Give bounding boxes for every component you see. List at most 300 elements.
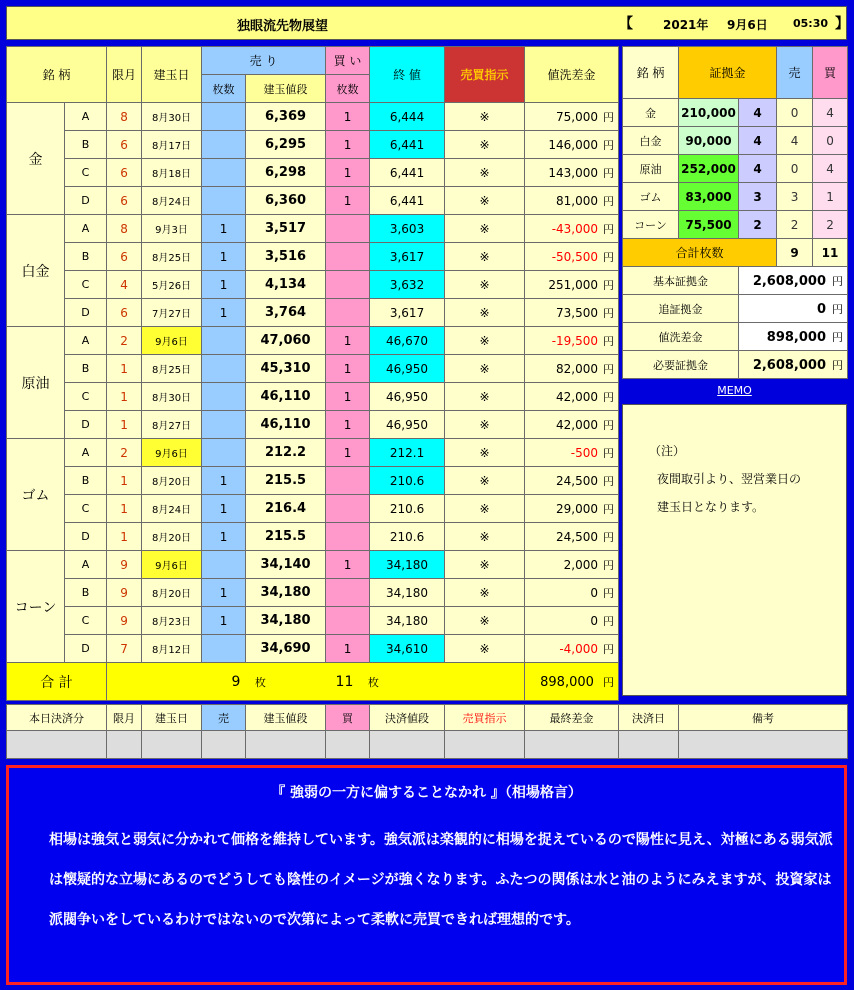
buy-count: 1 xyxy=(326,131,370,159)
today-settlement-table xyxy=(6,704,848,759)
entry-price: 6,295 xyxy=(246,131,326,159)
margin-commodity: コーン xyxy=(623,211,679,239)
entry-date: 8月30日 xyxy=(142,103,202,131)
summary-value: 2,608,000 xyxy=(752,273,827,289)
margin-buy: 4 xyxy=(813,155,848,183)
margin-buy: 2 xyxy=(813,211,848,239)
total-row xyxy=(7,663,619,701)
contract-month: 6 xyxy=(107,131,142,159)
margin-sell: 0 xyxy=(777,155,813,183)
diff-unit: 円 xyxy=(603,390,615,404)
entry-date: 8月27日 xyxy=(142,411,202,439)
summary-label: 追証拠金 xyxy=(623,295,739,323)
position-row xyxy=(7,411,619,439)
closing-price: 46,670 xyxy=(370,327,445,355)
trade-instruction: ※ xyxy=(445,439,525,467)
mark-to-market-diff: 82,000 xyxy=(556,361,599,376)
diff-unit: 円 xyxy=(603,250,615,264)
margin-commodity: ゴム xyxy=(623,183,679,211)
header-date: 9月6日 xyxy=(727,18,768,32)
entry-date: 8月17日 xyxy=(142,131,202,159)
margin-lots: 4 xyxy=(739,155,777,183)
position-letter: C xyxy=(65,159,107,187)
margin-amount: 252,000 xyxy=(679,155,739,183)
summary-value: 2,608,000 xyxy=(752,357,827,373)
buy-count: 1 xyxy=(326,551,370,579)
position-row xyxy=(7,187,619,215)
buy-count: 1 xyxy=(326,439,370,467)
proverb-panel xyxy=(6,765,847,985)
sell-count xyxy=(202,355,246,383)
sell-count: 1 xyxy=(202,495,246,523)
entry-date: 8月24日 xyxy=(142,495,202,523)
entry-price: 34,180 xyxy=(246,607,326,635)
diff-unit: 円 xyxy=(603,194,615,208)
memo-line-3: 建玉日となります。 xyxy=(657,500,765,514)
closing-price: 210.6 xyxy=(370,495,445,523)
header-year: 2021年 xyxy=(663,18,709,32)
position-row xyxy=(7,551,619,579)
title-bar xyxy=(6,6,847,40)
entry-date: 9月3日 xyxy=(142,215,202,243)
sell-count: 1 xyxy=(202,271,246,299)
trade-instruction: ※ xyxy=(445,299,525,327)
closing-price: 46,950 xyxy=(370,355,445,383)
entry-date: 8月25日 xyxy=(142,243,202,271)
contract-month: 1 xyxy=(107,383,142,411)
total-buy-unit: 枚 xyxy=(367,675,379,689)
mark-to-market-diff: -4,000 xyxy=(559,641,599,656)
sell-count: 1 xyxy=(202,523,246,551)
total-label: 合 計 xyxy=(7,663,107,701)
buy-count xyxy=(326,579,370,607)
header-entry-price: 建玉値段 xyxy=(246,75,326,103)
margin-buy: 4 xyxy=(813,99,848,127)
mark-to-market-diff: -43,000 xyxy=(551,221,599,236)
buy-count: 1 xyxy=(326,635,370,663)
sell-count: 1 xyxy=(202,467,246,495)
position-letter: A xyxy=(65,439,107,467)
margin-amount: 75,500 xyxy=(679,211,739,239)
summary-label: 基本証拠金 xyxy=(623,267,739,295)
memo-link[interactable]: MEMO xyxy=(717,384,752,397)
header-owarine: 終 値 xyxy=(370,47,445,103)
mark-to-market-diff: 143,000 xyxy=(548,165,599,180)
summary-unit: 円 xyxy=(832,358,844,372)
mark-to-market-diff: 81,000 xyxy=(556,193,599,208)
today-header-gengetsu: 限月 xyxy=(107,705,142,731)
diff-unit: 円 xyxy=(603,446,615,460)
closing-price: 6,441 xyxy=(370,159,445,187)
today-header-entry-price: 建玉値段 xyxy=(246,705,326,731)
summary-row xyxy=(623,323,848,351)
position-row xyxy=(7,131,619,159)
diff-unit: 円 xyxy=(603,642,615,656)
summary-value: 898,000 xyxy=(766,329,827,345)
entry-date: 9月6日 xyxy=(142,327,202,355)
margin-commodity: 白金 xyxy=(623,127,679,155)
today-header-date: 建玉日 xyxy=(142,705,202,731)
summary-unit: 円 xyxy=(832,330,844,344)
position-letter: C xyxy=(65,607,107,635)
closing-price: 46,950 xyxy=(370,383,445,411)
header-buy-count: 枚数 xyxy=(326,75,370,103)
position-letter: A xyxy=(65,215,107,243)
total-diff: 898,000 xyxy=(540,674,594,690)
diff-unit: 円 xyxy=(603,138,615,152)
buy-count xyxy=(326,467,370,495)
mark-to-market-diff: 251,000 xyxy=(548,277,599,292)
position-letter: C xyxy=(65,495,107,523)
sell-count xyxy=(202,327,246,355)
app-title: 独眼流先物展望 xyxy=(237,19,329,34)
entry-date: 8月30日 xyxy=(142,383,202,411)
trade-instruction: ※ xyxy=(445,131,525,159)
entry-date: 9月6日 xyxy=(142,439,202,467)
summary-label: 値洗差金 xyxy=(623,323,739,351)
diff-unit: 円 xyxy=(603,586,615,600)
mark-to-market-diff: 73,500 xyxy=(556,305,599,320)
entry-price: 216.4 xyxy=(246,495,326,523)
position-letter: D xyxy=(65,187,107,215)
buy-count xyxy=(326,243,370,271)
sell-count xyxy=(202,103,246,131)
entry-date: 8月20日 xyxy=(142,467,202,495)
margin-lots: 4 xyxy=(739,99,777,127)
margin-sell: 4 xyxy=(777,127,813,155)
mark-to-market-diff: 2,000 xyxy=(563,557,599,572)
entry-date: 5月26日 xyxy=(142,271,202,299)
header-gengetsu: 限月 xyxy=(107,47,142,103)
position-row xyxy=(7,579,619,607)
sell-count: 1 xyxy=(202,579,246,607)
buy-count: 1 xyxy=(326,383,370,411)
sell-count xyxy=(202,439,246,467)
buy-count: 1 xyxy=(326,411,370,439)
positions-table xyxy=(6,46,619,701)
diff-unit: 円 xyxy=(603,530,615,544)
buy-count: 1 xyxy=(326,355,370,383)
contract-month: 6 xyxy=(107,187,142,215)
position-letter: A xyxy=(65,103,107,131)
position-letter: B xyxy=(65,131,107,159)
diff-unit: 円 xyxy=(603,362,615,376)
closing-price: 3,617 xyxy=(370,299,445,327)
summary-row xyxy=(623,351,848,379)
position-row xyxy=(7,467,619,495)
contract-month: 1 xyxy=(107,523,142,551)
closing-price: 6,444 xyxy=(370,103,445,131)
position-row xyxy=(7,271,619,299)
commodity-name: 金 xyxy=(7,103,65,215)
margin-amount: 90,000 xyxy=(679,127,739,155)
diff-unit: 円 xyxy=(603,502,615,516)
position-letter: D xyxy=(65,635,107,663)
position-row xyxy=(7,299,619,327)
trade-instruction: ※ xyxy=(445,411,525,439)
closing-price: 46,950 xyxy=(370,411,445,439)
trade-instruction: ※ xyxy=(445,243,525,271)
closing-price: 34,610 xyxy=(370,635,445,663)
diff-unit: 円 xyxy=(603,418,615,432)
entry-date: 8月24日 xyxy=(142,187,202,215)
entry-price: 4,134 xyxy=(246,271,326,299)
position-row xyxy=(7,523,619,551)
entry-price: 47,060 xyxy=(246,327,326,355)
trade-instruction: ※ xyxy=(445,495,525,523)
entry-price: 6,369 xyxy=(246,103,326,131)
entry-date: 8月12日 xyxy=(142,635,202,663)
diff-unit: 円 xyxy=(603,474,615,488)
entry-price: 215.5 xyxy=(246,523,326,551)
mark-to-market-diff: 24,500 xyxy=(556,529,599,544)
position-row xyxy=(7,355,619,383)
total-buy-count: 11 xyxy=(335,673,354,690)
entry-price: 45,310 xyxy=(246,355,326,383)
entry-date: 9月6日 xyxy=(142,551,202,579)
mark-to-market-diff: 0 xyxy=(590,585,599,600)
trade-instruction: ※ xyxy=(445,635,525,663)
mark-to-market-diff: 42,000 xyxy=(556,417,599,432)
bracket-left: 【 xyxy=(619,16,633,32)
summary-row xyxy=(623,267,848,295)
margin-table xyxy=(622,46,848,379)
margin-sell: 3 xyxy=(777,183,813,211)
contract-month: 1 xyxy=(107,495,142,523)
trade-instruction: ※ xyxy=(445,523,525,551)
margin-lots: 2 xyxy=(739,211,777,239)
mark-to-market-diff: -50,500 xyxy=(551,249,599,264)
memo-line-1: （注） xyxy=(649,444,686,458)
margin-total-buy: 11 xyxy=(813,239,848,267)
diff-unit: 円 xyxy=(603,306,615,320)
entry-date: 8月20日 xyxy=(142,523,202,551)
contract-month: 1 xyxy=(107,355,142,383)
sell-count: 1 xyxy=(202,215,246,243)
summary-unit: 円 xyxy=(832,302,844,316)
position-letter: A xyxy=(65,551,107,579)
margin-lots: 4 xyxy=(739,127,777,155)
contract-month: 1 xyxy=(107,467,142,495)
buy-count xyxy=(326,215,370,243)
trade-instruction: ※ xyxy=(445,187,525,215)
position-row xyxy=(7,439,619,467)
margin-total-sell: 9 xyxy=(777,239,813,267)
entry-price: 46,110 xyxy=(246,383,326,411)
margin-buy: 1 xyxy=(813,183,848,211)
entry-price: 34,690 xyxy=(246,635,326,663)
contract-month: 7 xyxy=(107,635,142,663)
contract-month: 4 xyxy=(107,271,142,299)
summary-unit: 円 xyxy=(832,274,844,288)
contract-month: 1 xyxy=(107,411,142,439)
contract-month: 2 xyxy=(107,439,142,467)
today-header-instruction: 売買指示 xyxy=(445,705,525,731)
trade-instruction: ※ xyxy=(445,607,525,635)
total-sell-unit: 枚 xyxy=(254,675,266,689)
margin-total-row xyxy=(623,239,848,267)
margin-total-label: 合計枚数 xyxy=(623,239,777,267)
summary-value: 0 xyxy=(816,301,827,317)
bracket-right: 】 xyxy=(835,16,849,32)
margin-header-meigara: 銘 柄 xyxy=(623,47,679,99)
contract-month: 8 xyxy=(107,215,142,243)
commodity-name: コーン xyxy=(7,551,65,663)
closing-price: 6,441 xyxy=(370,131,445,159)
position-row xyxy=(7,159,619,187)
header-tategyokubi: 建玉日 xyxy=(142,47,202,103)
trade-instruction: ※ xyxy=(445,215,525,243)
trade-instruction: ※ xyxy=(445,271,525,299)
position-row xyxy=(7,635,619,663)
contract-month: 6 xyxy=(107,159,142,187)
today-header-settle: 本日決済分 xyxy=(7,705,107,731)
header-meigara: 銘 柄 xyxy=(7,47,107,103)
margin-row xyxy=(623,99,848,127)
closing-price: 210.6 xyxy=(370,467,445,495)
contract-month: 9 xyxy=(107,607,142,635)
sell-count xyxy=(202,635,246,663)
margin-commodity: 原油 xyxy=(623,155,679,183)
margin-row xyxy=(623,127,848,155)
memo-panel xyxy=(622,404,847,696)
sell-count xyxy=(202,411,246,439)
entry-price: 34,140 xyxy=(246,551,326,579)
position-row xyxy=(7,215,619,243)
summary-row xyxy=(623,295,848,323)
mark-to-market-diff: -19,500 xyxy=(551,333,599,348)
closing-price: 6,441 xyxy=(370,187,445,215)
contract-month: 9 xyxy=(107,551,142,579)
margin-header-buy: 買 xyxy=(813,47,848,99)
today-header-settle-price: 決済値段 xyxy=(370,705,445,731)
position-letter: D xyxy=(65,411,107,439)
today-header-remarks: 備考 xyxy=(679,705,848,731)
closing-price: 34,180 xyxy=(370,579,445,607)
entry-date: 8月23日 xyxy=(142,607,202,635)
position-row xyxy=(7,495,619,523)
trade-instruction: ※ xyxy=(445,159,525,187)
contract-month: 2 xyxy=(107,327,142,355)
buy-count xyxy=(326,607,370,635)
position-letter: B xyxy=(65,243,107,271)
entry-date: 8月25日 xyxy=(142,355,202,383)
position-letter: C xyxy=(65,383,107,411)
entry-price: 215.5 xyxy=(246,467,326,495)
sell-count xyxy=(202,131,246,159)
position-letter: C xyxy=(65,271,107,299)
sell-count xyxy=(202,551,246,579)
mark-to-market-diff: 146,000 xyxy=(548,137,599,152)
position-row xyxy=(7,607,619,635)
sell-count: 1 xyxy=(202,299,246,327)
buy-count: 1 xyxy=(326,327,370,355)
total-diff-unit: 円 xyxy=(603,675,615,689)
mark-to-market-diff: 0 xyxy=(590,613,599,628)
entry-price: 3,517 xyxy=(246,215,326,243)
commodity-name: ゴム xyxy=(7,439,65,551)
position-letter: D xyxy=(65,523,107,551)
entry-price: 46,110 xyxy=(246,411,326,439)
buy-count xyxy=(326,271,370,299)
sell-count: 1 xyxy=(202,243,246,271)
position-row xyxy=(7,243,619,271)
margin-header-sell: 売 xyxy=(777,47,813,99)
diff-unit: 円 xyxy=(603,166,615,180)
header-sell-count: 枚数 xyxy=(202,75,246,103)
mark-to-market-diff: 75,000 xyxy=(556,109,599,124)
closing-price: 3,603 xyxy=(370,215,445,243)
entry-price: 34,180 xyxy=(246,579,326,607)
today-header-settle-date: 決済日 xyxy=(619,705,679,731)
position-row xyxy=(7,103,619,131)
buy-count xyxy=(326,523,370,551)
buy-count: 1 xyxy=(326,159,370,187)
closing-price: 34,180 xyxy=(370,551,445,579)
margin-amount: 83,000 xyxy=(679,183,739,211)
closing-price: 210.6 xyxy=(370,523,445,551)
contract-month: 6 xyxy=(107,299,142,327)
buy-count: 1 xyxy=(326,187,370,215)
header-time: 05:30 xyxy=(793,17,829,30)
closing-price: 3,632 xyxy=(370,271,445,299)
entry-price: 3,764 xyxy=(246,299,326,327)
entry-price: 6,360 xyxy=(246,187,326,215)
closing-price: 212.1 xyxy=(370,439,445,467)
margin-amount: 210,000 xyxy=(679,99,739,127)
buy-count: 1 xyxy=(326,103,370,131)
margin-buy: 0 xyxy=(813,127,848,155)
margin-row xyxy=(623,183,848,211)
diff-unit: 円 xyxy=(603,558,615,572)
position-letter: D xyxy=(65,299,107,327)
margin-row xyxy=(623,211,848,239)
sell-count xyxy=(202,187,246,215)
contract-month: 6 xyxy=(107,243,142,271)
diff-unit: 円 xyxy=(603,222,615,236)
trade-instruction: ※ xyxy=(445,103,525,131)
position-letter: A xyxy=(65,327,107,355)
margin-sell: 0 xyxy=(777,99,813,127)
contract-month: 9 xyxy=(107,579,142,607)
sell-count xyxy=(202,383,246,411)
position-row xyxy=(7,383,619,411)
position-letter: B xyxy=(65,467,107,495)
header-buy: 買 い xyxy=(326,47,370,75)
entry-date: 7月27日 xyxy=(142,299,202,327)
commodity-name: 原油 xyxy=(7,327,65,439)
closing-price: 34,180 xyxy=(370,607,445,635)
trade-instruction: ※ xyxy=(445,579,525,607)
margin-lots: 3 xyxy=(739,183,777,211)
diff-unit: 円 xyxy=(603,334,615,348)
diff-unit: 円 xyxy=(603,110,615,124)
mark-to-market-diff: 29,000 xyxy=(556,501,599,516)
trade-instruction: ※ xyxy=(445,383,525,411)
buy-count xyxy=(326,495,370,523)
mark-to-market-diff: 42,000 xyxy=(556,389,599,404)
memo-line-2: 夜間取引より、翌営業日の xyxy=(657,472,802,486)
entry-date: 8月20日 xyxy=(142,579,202,607)
position-letter: B xyxy=(65,355,107,383)
proverb-body: 相場は強気と弱気に分かれて価格を維持しています。強気派は楽観的に相場を捉えているので陽性に見え、対極にある弱気派は懐疑的な立場にあるのでどうしても陰性のイメージが強くなります。ふたつの関係は水と油のようにみえますが、投資家は派閥争いをしているわけではないので次第によって柔軟に売買できれば理想的です。 xyxy=(49,832,833,928)
diff-unit: 円 xyxy=(603,278,615,292)
total-sell-count: 9 xyxy=(231,673,241,690)
position-row xyxy=(7,327,619,355)
closing-price: 3,617 xyxy=(370,243,445,271)
margin-row xyxy=(623,155,848,183)
mark-to-market-diff: -500 xyxy=(570,445,599,460)
